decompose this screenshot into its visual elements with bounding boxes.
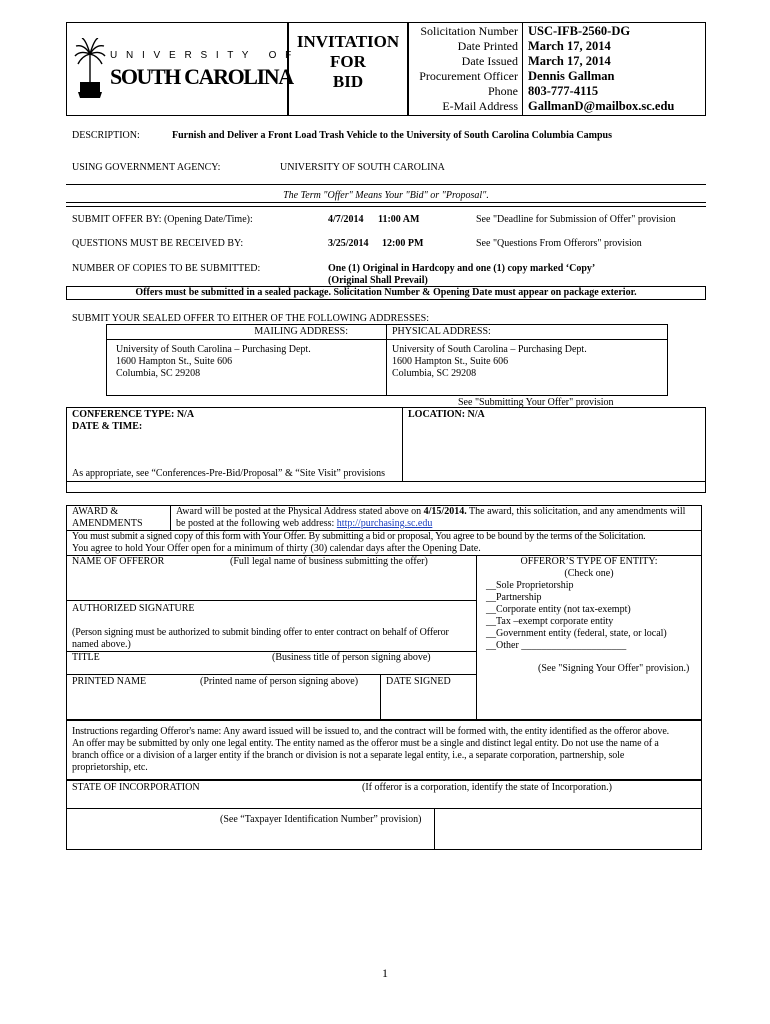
addresses-note: See "Submitting Your Offer" provision (458, 397, 614, 408)
tin-field[interactable] (434, 808, 702, 850)
purchasing-link[interactable]: http://purchasing.sc.edu (336, 518, 433, 529)
title-line-2: FOR (330, 52, 366, 71)
offeror-name-label: NAME OF OFFEROR (72, 556, 165, 567)
submit-by-label: SUBMIT OFFER BY: (Opening Date/Time): (72, 214, 253, 225)
title-line-3: BID (332, 72, 364, 91)
entity-heading: OFFEROR’S TYPE OF ENTITY: (520, 556, 658, 567)
submit-by-date: 4/7/2014 (328, 214, 364, 225)
title-line-1: INVITATION (296, 32, 400, 51)
double-divider (66, 202, 706, 207)
logo-top-text: U N I V E R S I T Y O F (110, 50, 295, 61)
sign-notice-line-2: You agree to hold Your Offer open for a minimum of thirty (30) calendar days after the Opening Date. (72, 543, 481, 554)
incorporation-field[interactable] (66, 794, 702, 808)
title-hint: (Business title of person signing above) (272, 652, 431, 663)
date-issued-label: Date Issued (461, 54, 518, 68)
solicitation-number-label: Solicitation Number (420, 24, 518, 38)
printed-name-hint: (Printed name of person signing above) (200, 676, 359, 687)
title-field[interactable] (66, 663, 476, 673)
signature-label: AUTHORIZED SIGNATURE (72, 603, 195, 614)
instructions-line-4: proprietorship, etc. (72, 762, 148, 773)
copies-line-1: One (1) Original in Hardcopy and one (1) copy marked ‘Copy’ (328, 263, 596, 274)
award-text-post: The award, this solicitation, and any amendments will (466, 506, 686, 517)
palmetto-tree-icon (74, 38, 106, 100)
email-label: E-Mail Address (442, 99, 518, 113)
offeror-name-hint: (Full legal name of business submitting the offer) (230, 556, 428, 567)
award-label-2: AMENDMENTS (72, 518, 143, 529)
signature-hint-2: named above.) (72, 639, 131, 650)
conference-type: CONFERENCE TYPE: N/A (72, 409, 195, 420)
date-issued-value: March 17, 2014 (528, 54, 611, 68)
entity-note: (See "Signing Your Offer" provision.) (538, 663, 690, 674)
entity-subheading: (Check one) (564, 568, 614, 579)
mailing-address-label: MAILING ADDRESS: (254, 326, 348, 337)
questions-time: 12:00 PM (382, 238, 424, 249)
description-label: DESCRIPTION: (72, 130, 140, 141)
signature-field[interactable] (66, 614, 476, 626)
questions-note: See "Questions From Offerors" provision (476, 238, 642, 249)
date-signed-label: DATE SIGNED (386, 676, 451, 687)
procurement-officer-label: Procurement Officer (419, 69, 518, 83)
entity-option-tax-exempt[interactable]: __Tax –exempt corporate entity (486, 616, 614, 627)
copies-label: NUMBER OF COPIES TO BE SUBMITTED: (72, 263, 261, 274)
printed-name-field[interactable] (66, 688, 380, 718)
submit-by-time: 11:00 AM (378, 214, 420, 225)
physical-address-line-1: University of South Carolina – Purchasing Dept. (392, 344, 587, 355)
instructions-line-3: branch office or a division of a larger entity if the branch or division is not a separate legal entity, i.e., a separate corporation, partnership, sole (72, 750, 625, 761)
questions-date: 3/25/2014 (328, 238, 369, 249)
award-text-pre: Award will be posted at the Physical Address stated above on (176, 506, 424, 517)
entity-option-other[interactable]: __Other _____________________ (486, 640, 627, 651)
date-signed-field[interactable] (380, 688, 476, 718)
logo-main-text: SOUTH CAROLINA (110, 64, 293, 89)
addresses-heading: SUBMIT YOUR SEALED OFFER TO EITHER OF THE FOLLOWING ADDRESSES: (72, 313, 429, 324)
university-logo (70, 38, 295, 100)
mailing-address-line-3: Columbia, SC 29208 (116, 368, 201, 379)
offeror-name-field[interactable] (66, 567, 476, 597)
phone-label: Phone (488, 84, 518, 98)
signature-hint-1: (Person signing must be authorized to submit binding offer to enter contract on behalf of Offeror (72, 627, 449, 638)
physical-address-label: PHYSICAL ADDRESS: (392, 326, 491, 337)
award-date: 4/15/2014. (423, 506, 467, 517)
tin-note: (See “Taxpayer Identification Number” provision) (220, 814, 422, 825)
award-text-line-2 (176, 518, 432, 529)
title-label: TITLE (72, 652, 100, 663)
date-printed-value: March 17, 2014 (528, 39, 611, 53)
date-printed-label: Date Printed (457, 39, 518, 53)
agency-label: USING GOVERNMENT AGENCY: (72, 162, 221, 173)
incorporation-hint: (If offeror is a corporation, identify the state of Incorporation.) (362, 782, 612, 793)
entity-option-partnership[interactable]: __Partnership (486, 592, 542, 603)
email-value: GallmanD@mailbox.sc.edu (528, 99, 675, 113)
solicitation-number-value: USC-IFB-2560-DG (528, 24, 631, 38)
sealed-notice: Offers must be submitted in a sealed package. Solicitation Number & Opening Date must appear on package exterior. (135, 287, 637, 298)
conference-note: As appropriate, see “Conferences-Pre-Bid/Proposal” & “Site Visit” provisions (72, 468, 386, 479)
physical-address-line-2: 1600 Hampton St., Suite 606 (392, 356, 509, 367)
procurement-officer-value: Dennis Gallman (528, 69, 615, 83)
incorporation-label: STATE OF INCORPORATION (72, 782, 200, 793)
conference-location: LOCATION: N/A (408, 409, 485, 420)
entity-option-government[interactable]: __Government entity (federal, state, or local) (486, 628, 667, 639)
submit-by-note: See "Deadline for Submission of Offer" provision (476, 214, 676, 225)
mailing-address-line-2: 1600 Hampton St., Suite 606 (116, 356, 233, 367)
sign-notice-line-1: You must submit a signed copy of this form with Your Offer. By submitting a bid or proposal, You agree to be bound by the terms of the Solicitation. (72, 531, 646, 542)
entity-option-corporate[interactable]: __Corporate entity (not tax-exempt) (486, 604, 631, 615)
instructions-line-1: Instructions regarding Offeror's name: Any award issued will be issued to, and the contract will be formed with, the entity identified as the offeror above. (72, 726, 670, 737)
questions-label: QUESTIONS MUST BE RECEIVED BY: (72, 238, 244, 249)
copies-line-2: (Original Shall Prevail) (328, 275, 428, 286)
award-text-line-1 (176, 506, 685, 517)
instructions-line-2: An offer may be submitted by only one legal entity. The entity named as the offeror must be a single and distinct legal entity. Do not use the name of a (72, 738, 659, 749)
entity-option-sole[interactable]: __Sole Proprietorship (486, 580, 574, 591)
description-value: Furnish and Deliver a Front Load Trash Vehicle to the University of South Carolina Columbia Campus (172, 130, 612, 141)
conference-datetime: DATE & TIME: (72, 421, 143, 432)
award-text-line2: be posted at the following web address: (176, 518, 337, 529)
term-note: The Term "Offer" Means Your "Bid" or "Proposal". (283, 190, 489, 201)
award-label-1: AWARD & (72, 506, 119, 517)
mailing-address-line-1: University of South Carolina – Purchasing Dept. (116, 344, 311, 355)
phone-value: 803-777-4115 (528, 84, 599, 98)
physical-address-line-3: Columbia, SC 29208 (392, 368, 477, 379)
page-number: 1 (382, 966, 388, 980)
agency-value: UNIVERSITY OF SOUTH CAROLINA (280, 162, 445, 173)
printed-name-label: PRINTED NAME (72, 676, 147, 687)
